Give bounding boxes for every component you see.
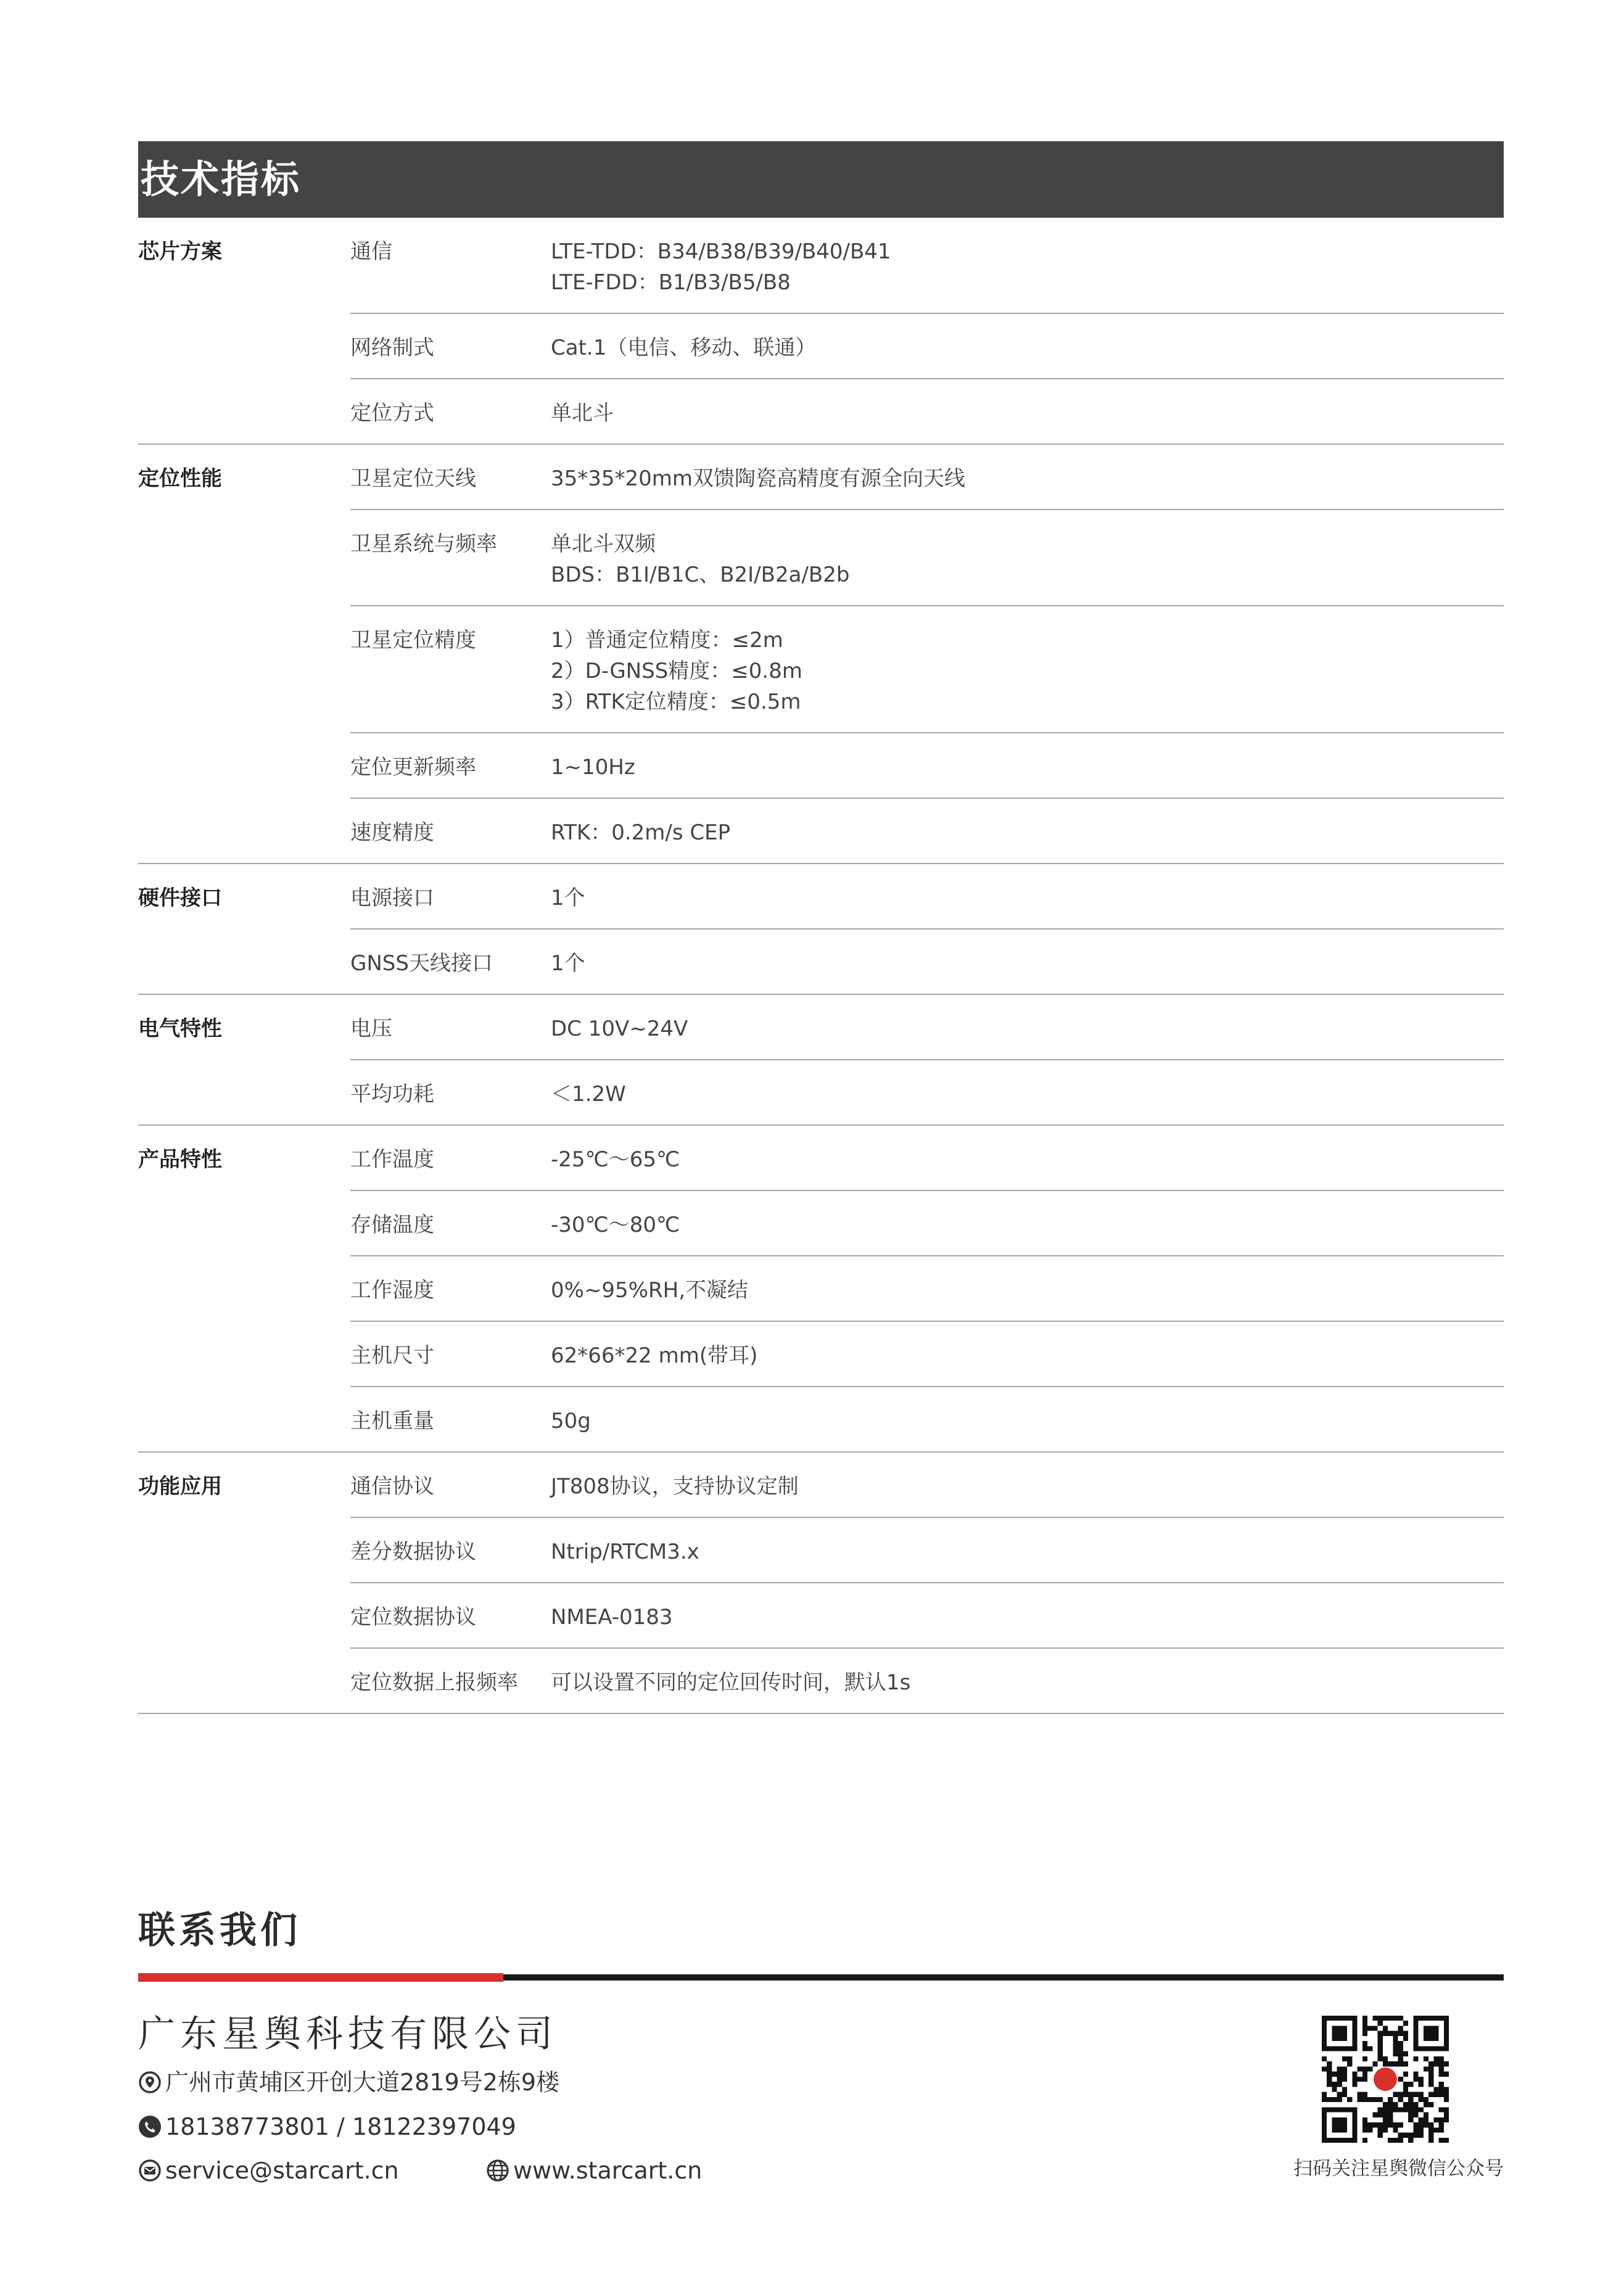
spec-group-rows	[350, 1453, 1504, 1713]
spec-row-label: 差分数据协议	[350, 1540, 476, 1564]
address-text: 广州市黄埔区开创大道2819号2栋9楼	[165, 2069, 560, 2096]
spec-row	[350, 445, 1504, 509]
spec-row-label: GNSS天线接口	[350, 951, 493, 976]
spec-row	[350, 1126, 1504, 1190]
spec-row-label: 定位数据上报频率	[350, 1670, 518, 1695]
spec-row	[350, 378, 1504, 443]
spec-row-label: 通信	[350, 239, 392, 264]
spec-group-label: 产品特性	[138, 1147, 222, 1172]
spec-group-rows	[350, 864, 1504, 994]
spec-row-value	[551, 510, 1504, 605]
spec-value-line: -25℃～65℃	[551, 1147, 680, 1172]
wechat-qr-code[interactable]	[1322, 2016, 1449, 2143]
spec-row-label: 工作湿度	[350, 1278, 434, 1303]
spec-row-label: 主机尺寸	[350, 1343, 434, 1368]
spec-row-value	[551, 799, 1504, 863]
mail-icon	[138, 2159, 162, 2182]
spec-row-value	[551, 606, 1504, 732]
spec-row-value	[551, 218, 1504, 313]
spec-row-label: 速度精度	[350, 820, 434, 845]
email-text[interactable]: service@starcart.cn	[165, 2157, 399, 2184]
spec-value-line: 1~10Hz	[551, 755, 635, 780]
spec-row-value	[551, 1256, 1504, 1321]
spec-row-label: 网络制式	[350, 336, 434, 360]
spec-row-value	[551, 314, 1504, 378]
spec-row-label: 存储温度	[350, 1213, 434, 1237]
spec-row	[350, 1190, 1504, 1255]
spec-value-line: Ntrip/RTCM3.x	[551, 1540, 699, 1564]
spec-row	[350, 218, 1504, 313]
spec-value-line: 35*35*20mm双馈陶瓷高精度有源全向天线	[551, 466, 966, 491]
spec-row-label: 主机重量	[350, 1409, 434, 1433]
spec-value-line: DC 10V~24V	[551, 1016, 688, 1041]
spec-row-label: 定位更新频率	[350, 755, 476, 780]
spec-group-rows	[350, 1126, 1504, 1451]
qr-caption: 扫码关注星舆微信公众号	[1293, 2158, 1504, 2180]
spec-group-label: 硬件接口	[138, 886, 222, 910]
spec-row	[350, 313, 1504, 378]
spec-row	[350, 798, 1504, 863]
spec-row-value	[551, 1583, 1504, 1647]
spec-row	[350, 1059, 1504, 1124]
spec-row-label: 定位数据协议	[350, 1605, 476, 1630]
spec-row-value	[551, 1322, 1504, 1386]
spec-row-label: 工作温度	[350, 1147, 434, 1172]
spec-group	[138, 218, 1504, 445]
spec-group-label: 芯片方案	[138, 239, 222, 264]
spec-value-line: 1）普通定位精度：≤2m	[551, 628, 783, 653]
spec-value-line: LTE-TDD：B34/B38/B39/B40/B41	[551, 239, 891, 264]
spec-group	[138, 1126, 1504, 1453]
spec-value-line: -30℃～80℃	[551, 1213, 680, 1237]
spec-value-line: ＜1.2W	[551, 1082, 626, 1107]
spec-group-rows	[350, 445, 1504, 863]
spec-row-value	[551, 379, 1504, 443]
spec-value-line: 3）RTK定位精度：≤0.5m	[551, 690, 801, 714]
spec-value-line: LTE-FDD：B1/B3/B5/B8	[551, 270, 791, 295]
website-text[interactable]: www.starcart.cn	[513, 2157, 703, 2184]
spec-row-label: 卫星定位天线	[350, 466, 476, 491]
spec-row	[350, 1647, 1504, 1713]
spec-value-line: 0%~95%RH,不凝结	[551, 1278, 748, 1303]
spec-row	[350, 1453, 1504, 1517]
spec-row	[350, 995, 1504, 1059]
spec-value-line: 单北斗双频	[551, 532, 656, 556]
spec-value-line: 单北斗	[551, 401, 614, 426]
spec-row-value	[551, 995, 1504, 1059]
spec-value-line: NMEA-0183	[551, 1605, 673, 1630]
spec-row	[350, 1517, 1504, 1582]
spec-row	[350, 732, 1504, 798]
spec-value-line: 1个	[551, 886, 585, 910]
spec-row-label: 通信协议	[350, 1474, 434, 1499]
spec-row-label: 电源接口	[350, 886, 434, 910]
address-line	[138, 2067, 559, 2098]
spec-value-line: 1个	[551, 951, 585, 976]
globe-icon	[486, 2159, 509, 2182]
spec-row-label: 电压	[350, 1016, 392, 1041]
spec-row-value	[551, 445, 1504, 509]
spec-row	[350, 1255, 1504, 1321]
qr-logo-icon	[1374, 2068, 1397, 2091]
spec-value-line: 2）D-GNSS精度：≤0.8m	[551, 659, 802, 683]
spec-row-value	[551, 930, 1504, 994]
spec-row-value	[551, 1126, 1504, 1190]
spec-row-label: 卫星定位精度	[350, 628, 476, 653]
spec-row-label: 卫星系统与频率	[350, 532, 497, 556]
spec-row-value	[551, 864, 1504, 928]
spec-group	[138, 445, 1504, 864]
spec-row	[350, 864, 1504, 928]
email-line	[138, 2155, 399, 2186]
spec-group-label: 功能应用	[138, 1474, 222, 1499]
spec-group-label: 定位性能	[138, 466, 222, 491]
spec-row-value	[551, 1060, 1504, 1124]
spec-row-value	[551, 1649, 1504, 1713]
spec-value-line: Cat.1（电信、移动、联通）	[551, 336, 817, 360]
spec-row	[350, 1321, 1504, 1386]
spec-group	[138, 995, 1504, 1126]
spec-value-line: RTK：0.2m/s CEP	[551, 820, 731, 845]
spec-row-value	[551, 1191, 1504, 1255]
spec-row	[350, 1386, 1504, 1451]
spec-value-line: 62*66*22 mm(带耳)	[551, 1343, 758, 1368]
company-name: 广东星舆科技有限公司	[138, 2013, 558, 2056]
spec-group-rows	[350, 995, 1504, 1124]
spec-row-value	[551, 1518, 1504, 1582]
spec-group	[138, 864, 1504, 995]
spec-value-line: BDS：B1I/B1C、B2I/B2a/B2b	[551, 563, 850, 587]
spec-row-label: 定位方式	[350, 401, 434, 426]
spec-value-line: 50g	[551, 1409, 591, 1433]
website-line	[486, 2155, 702, 2186]
spec-row	[350, 509, 1504, 605]
spec-section-title: 技术指标	[138, 141, 1504, 218]
spec-row	[350, 928, 1504, 994]
section-divider-accent	[138, 1973, 503, 1982]
spec-group-label: 电气特性	[138, 1016, 222, 1041]
spec-row-value	[551, 1387, 1504, 1451]
phone-icon	[138, 2115, 162, 2138]
section-divider	[503, 1974, 1504, 1981]
location-icon	[138, 2071, 162, 2094]
spec-row-value	[551, 733, 1504, 798]
spec-group-rows	[350, 218, 1504, 443]
spec-row	[350, 605, 1504, 732]
spec-row-label: 平均功耗	[350, 1082, 434, 1107]
phone-text[interactable]: 18138773801 / 18122397049	[165, 2113, 516, 2140]
spec-value-line: JT808协议，支持协议定制	[551, 1474, 799, 1499]
spec-value-line: 可以设置不同的定位回传时间，默认1s	[551, 1670, 911, 1695]
spec-group	[138, 1453, 1504, 1714]
phone-line	[138, 2111, 516, 2142]
spec-row-value	[551, 1453, 1504, 1517]
spec-row	[350, 1582, 1504, 1647]
spec-table	[138, 218, 1504, 1714]
contact-section-title: 联系我们	[138, 1909, 301, 1952]
